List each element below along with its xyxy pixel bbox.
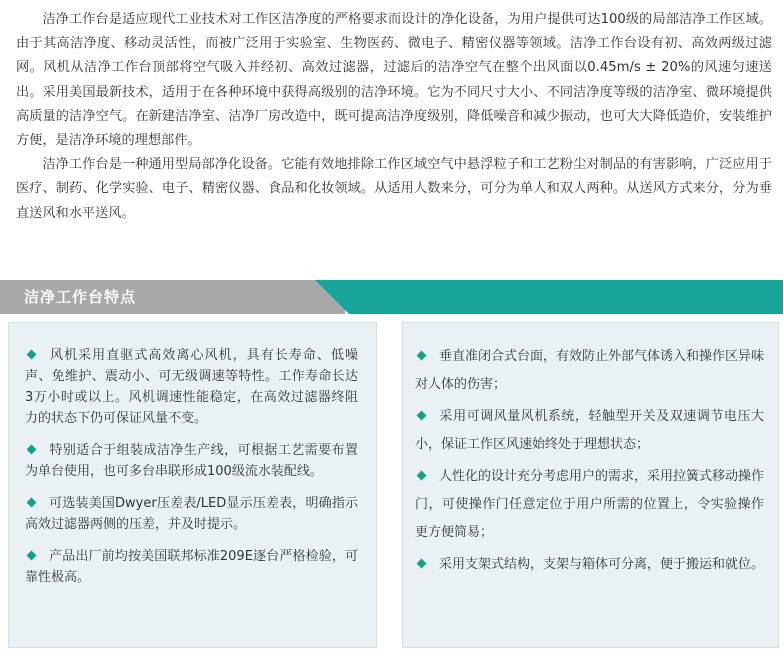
- intro-text: [16, 8, 772, 226]
- feature-text: 特别适合于组装成洁净生产线，可根据工艺需要布置为单台使用，也可多台串联形成100级流水装配线。: [25, 443, 358, 479]
- diamond-icon: [27, 551, 37, 561]
- diamond-icon: [27, 350, 37, 360]
- feature-item: [25, 345, 358, 429]
- diamond-icon: [417, 411, 427, 421]
- banner-teal-bar: [315, 280, 783, 314]
- diamond-icon: [417, 471, 427, 481]
- section-banner: [0, 280, 783, 314]
- feature-item: [415, 343, 764, 399]
- diamond-icon: [27, 498, 37, 508]
- feature-text: 风机采用直驱式高效离心风机，具有长寿命、低噪声、免维护、震动小、可无级调速等特性。工作寿命长达3万小时或以上。风机调速性能稳定，在高效过滤器终阻力的状态下仍可保证风量不变。: [25, 348, 358, 426]
- feature-text: 垂直准闭合式台面，有效防止外部气体诱入和操作区异味对人体的伤害；: [415, 349, 765, 392]
- feature-text: 采用支架式结构，支架与箱体可分离，便于搬运和就位。: [439, 557, 765, 572]
- feature-item: [415, 463, 764, 547]
- diamond-icon: [417, 351, 427, 361]
- features-panel-right: [402, 322, 779, 648]
- feature-item: [415, 403, 764, 459]
- feature-item: [415, 551, 764, 579]
- feature-item: [25, 546, 358, 588]
- feature-text: 人性化的设计充分考虑用户的需求，采用拉簧式移动操作门，可使操作门任意定位于用户所需的位置上，令实验操作更方便简易；: [415, 469, 765, 540]
- section-title: 洁净工作台特点: [24, 288, 137, 306]
- features-panel-left: [8, 322, 377, 648]
- feature-text: 采用可调风量风机系统，轻触型开关及双速调节电压大小，保证工作区风速始终处于理想状态；: [415, 409, 764, 452]
- diamond-icon: [27, 445, 37, 455]
- feature-item: [25, 440, 358, 482]
- intro-paragraph: 洁净工作台是一种通用型局部净化设备。它能有效地排除工作区域空气中悬浮粒子和工艺粉尘对制品的有害影响，广泛应用于医疗、制药、化学实验、电子、精密仪器、食品和化妆领域。从适用人数来分，可分为单人和双人两种。从送风方式来分，分为垂直送风和水平送风。: [16, 157, 772, 221]
- diamond-icon: [417, 559, 427, 569]
- feature-item: [25, 493, 358, 535]
- feature-text: 产品出厂前均按美国联邦标准209E逐台严格检验，可靠性极高。: [25, 549, 358, 585]
- feature-text: 可选装美国Dwyer压差表/LED显示压差表，明确指示高效过滤器两侧的压差，并及时提示。: [25, 496, 358, 532]
- intro-paragraph: 洁净工作台是适应现代工业技术对工作区洁净度的严格要求而设计的净化设备，为用户提供可达100级的局部洁净工作区域。由于其高洁净度、移动灵活性，而被广泛用于实验室、生物医药、微电子、精密仪器等领域。洁净工作台设有初、高效两级过滤网。风机从洁净工作台顶部将空气吸入并经初、高效过滤器，过滤后的洁净空气在整个出风面以0.45m/s ± 20%的风速匀速送出。采用美国最新技术，适用于在各种环境中获得高级别的洁净环境。它为不同尺寸大小、不同洁净度等级的洁净室、微环境提供高质量的洁净空气。在新建洁净室、洁净厂房改造中，既可提高洁净度级别，降低噪音和减少振动，也可大大降低造价，安装维护方便，是洁净环境的理想部件。: [16, 12, 772, 149]
